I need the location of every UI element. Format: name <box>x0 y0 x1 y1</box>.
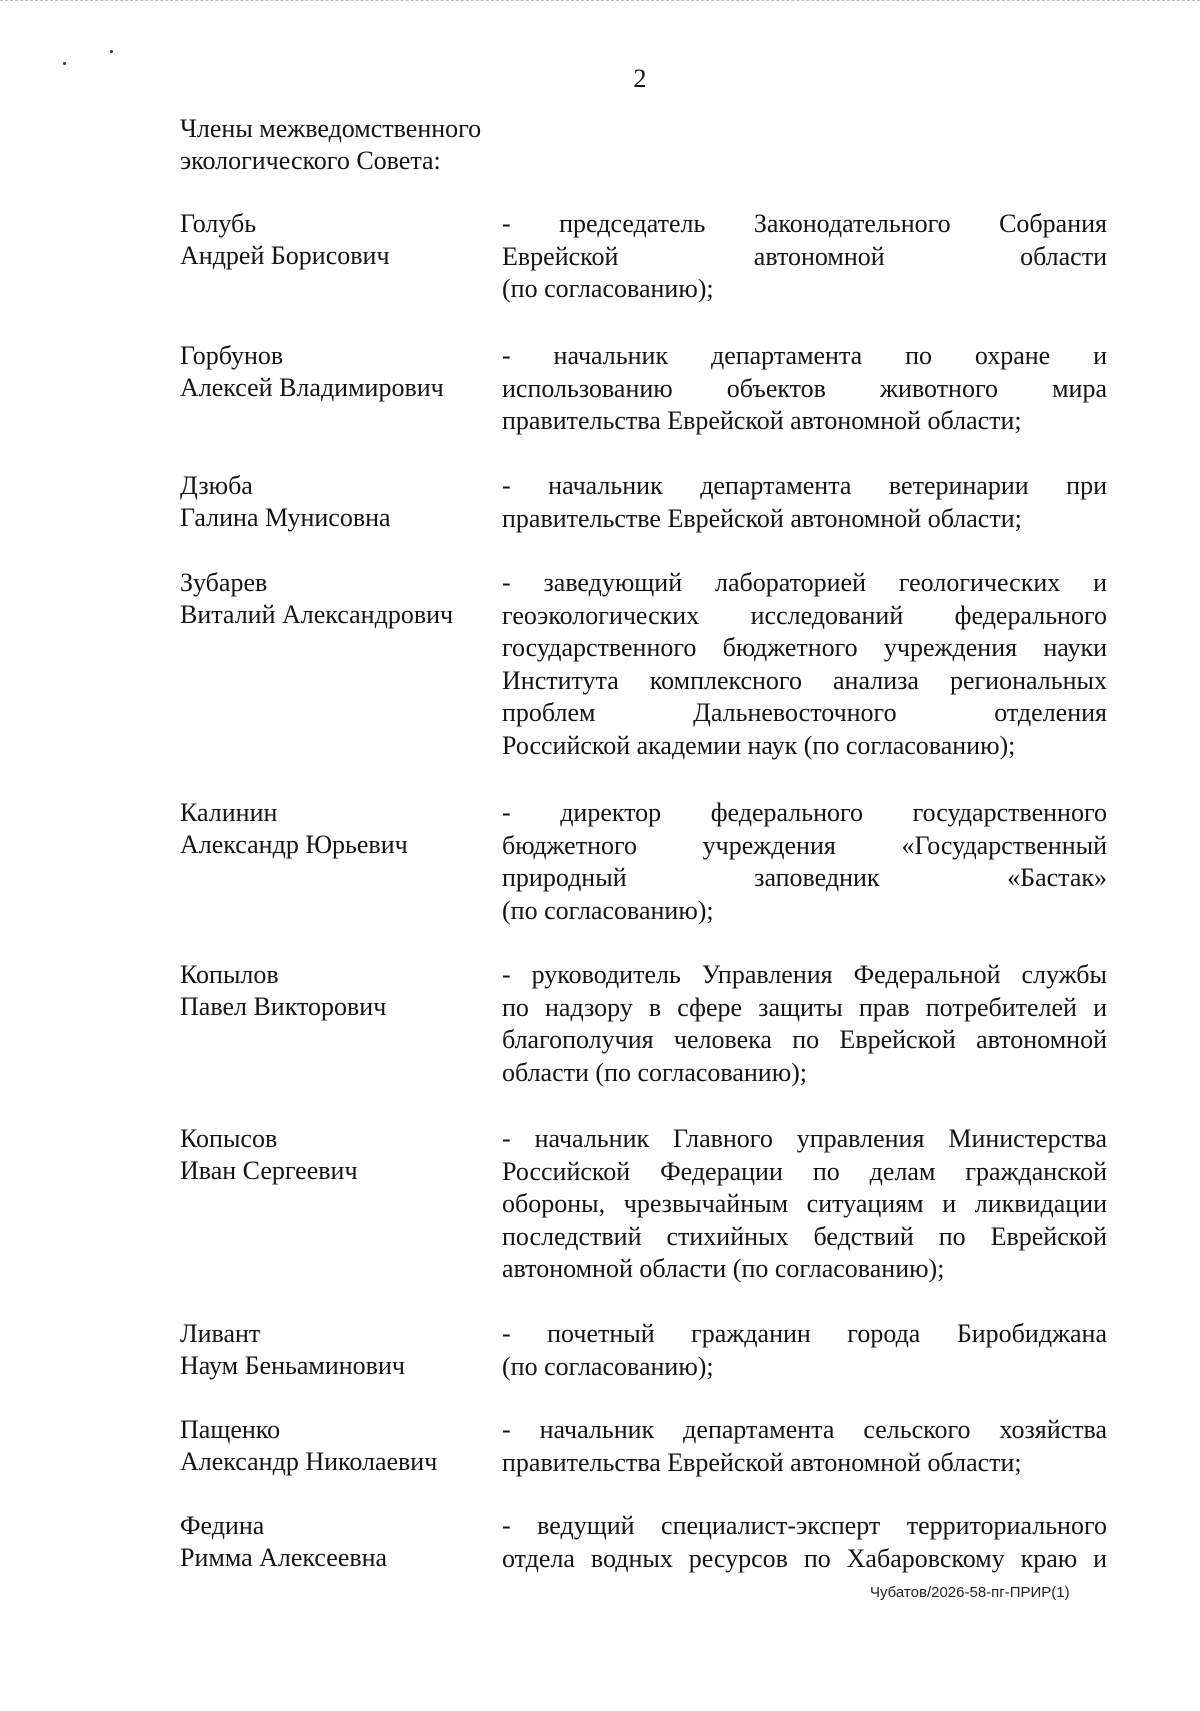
role-line: - ведущий специалист-эксперт территориального <box>502 1511 1107 1540</box>
document-reference-footer: Чубатов/2026-58-пг-ПРИР(1) <box>870 1584 1070 1601</box>
role-line: отдела водных ресурсов по Хабаровскому краю и <box>502 1543 1107 1573</box>
role-line: Института комплексного анализа региональных <box>502 665 1107 695</box>
member-surname: Пащенко <box>180 1415 281 1444</box>
role-line: использованию объектов животного мира <box>502 373 1107 403</box>
member-surname: Копылов <box>180 960 279 989</box>
role-line: по надзору в сфере защиты прав потребителей и <box>502 992 1107 1022</box>
role-line: - начальник департамента по охране и <box>502 341 1107 370</box>
role-line: Российской академии наук (по согласованию); <box>502 730 1016 760</box>
member-given-names: Алексей Владимирович <box>180 373 444 402</box>
member-name <box>180 470 490 534</box>
role-line: - начальник Главного управления Министерства <box>502 1124 1107 1153</box>
role-line: государственного бюджетного учреждения науки <box>502 633 1107 662</box>
section-heading <box>180 113 540 177</box>
role-line: (по согласованию); <box>502 895 714 925</box>
member-role <box>502 1123 1107 1286</box>
member-role <box>502 208 1107 306</box>
member-given-names: Александр Юрьевич <box>180 830 408 859</box>
member-surname: Копысов <box>180 1124 278 1153</box>
scan-edge-marks <box>0 0 1200 5</box>
role-line: автономной области (по согласованию); <box>502 1254 945 1283</box>
role-line: благополучия человека по Еврейской автономной <box>502 1025 1107 1054</box>
member-role <box>502 1318 1107 1383</box>
member-name <box>180 959 490 1023</box>
role-line: области (по согласованию); <box>502 1057 808 1087</box>
member-given-names: Римма Алексеевна <box>180 1543 388 1572</box>
member-given-names: Андрей Борисович <box>180 241 390 270</box>
role-line: обороны, чрезвычайным ситуациям и ликвидации <box>502 1189 1107 1218</box>
role-line: - почетный гражданин города Биробиджана <box>502 1319 1107 1348</box>
member-given-names: Александр Николаевич <box>180 1447 438 1476</box>
role-line: (по согласованию); <box>502 274 714 303</box>
member-role <box>502 1510 1107 1575</box>
member-role <box>502 470 1107 535</box>
role-line: правительства Еврейской автономной области; <box>502 1447 1022 1477</box>
member-name <box>180 340 490 404</box>
page-number: 2 <box>633 64 647 93</box>
role-line: бюджетного учреждения «Государственный <box>502 830 1107 860</box>
member-name <box>180 1318 490 1382</box>
role-line: последствий стихийных бедствий по Еврейской <box>502 1221 1107 1251</box>
member-surname: Федина <box>180 1511 265 1540</box>
role-line: природный заповедник «Бастак» <box>502 863 1107 892</box>
role-line: - заведующий лабораторией геологических и <box>502 568 1107 597</box>
member-given-names: Павел Викторович <box>180 992 387 1021</box>
member-role <box>502 1414 1107 1479</box>
member-given-names: Иван Сергеевич <box>180 1156 358 1185</box>
role-line: проблем Дальневосточного отделения <box>502 698 1107 727</box>
role-line: - начальник департамента ветеринарии при <box>502 471 1107 500</box>
role-line: - начальник департамента сельского хозяйства <box>502 1415 1107 1444</box>
member-given-names: Галина Мунисовна <box>180 503 391 532</box>
member-surname: Голубь <box>180 209 257 238</box>
member-name <box>180 1414 490 1478</box>
role-line: правительства Еврейской автономной области; <box>502 406 1022 435</box>
member-surname: Зубарев <box>180 568 268 597</box>
member-role <box>502 340 1107 438</box>
heading-line: экологического Совета: <box>180 146 441 175</box>
member-surname: Горбунов <box>180 341 284 370</box>
role-line: Еврейской автономной области <box>502 241 1107 271</box>
role-line: Российской Федерации по делам гражданской <box>502 1156 1107 1186</box>
member-name <box>180 797 490 861</box>
member-given-names: Наум Беньаминович <box>180 1351 405 1380</box>
member-role <box>502 567 1107 762</box>
role-line: (по согласованию); <box>502 1351 714 1381</box>
scan-speck <box>110 50 113 53</box>
role-line: геоэкологических исследований федерального <box>502 600 1107 630</box>
role-line: правительстве Еврейской автономной области; <box>502 503 1022 533</box>
role-line: - председатель Законодательного Собрания <box>502 209 1107 238</box>
role-line: - директор федерального государственного <box>502 798 1107 827</box>
member-surname: Ливант <box>180 1319 261 1348</box>
member-surname: Калинин <box>180 798 278 827</box>
member-name <box>180 1123 490 1187</box>
role-line: - руководитель Управления Федеральной службы <box>502 960 1107 989</box>
member-surname: Дзюба <box>180 471 253 500</box>
member-name <box>180 208 490 272</box>
heading-line: Члены межведомственного <box>180 114 482 143</box>
member-role <box>502 797 1107 927</box>
member-name <box>180 567 490 631</box>
member-name <box>180 1510 490 1574</box>
member-role <box>502 959 1107 1089</box>
member-given-names: Виталий Александрович <box>180 600 454 629</box>
